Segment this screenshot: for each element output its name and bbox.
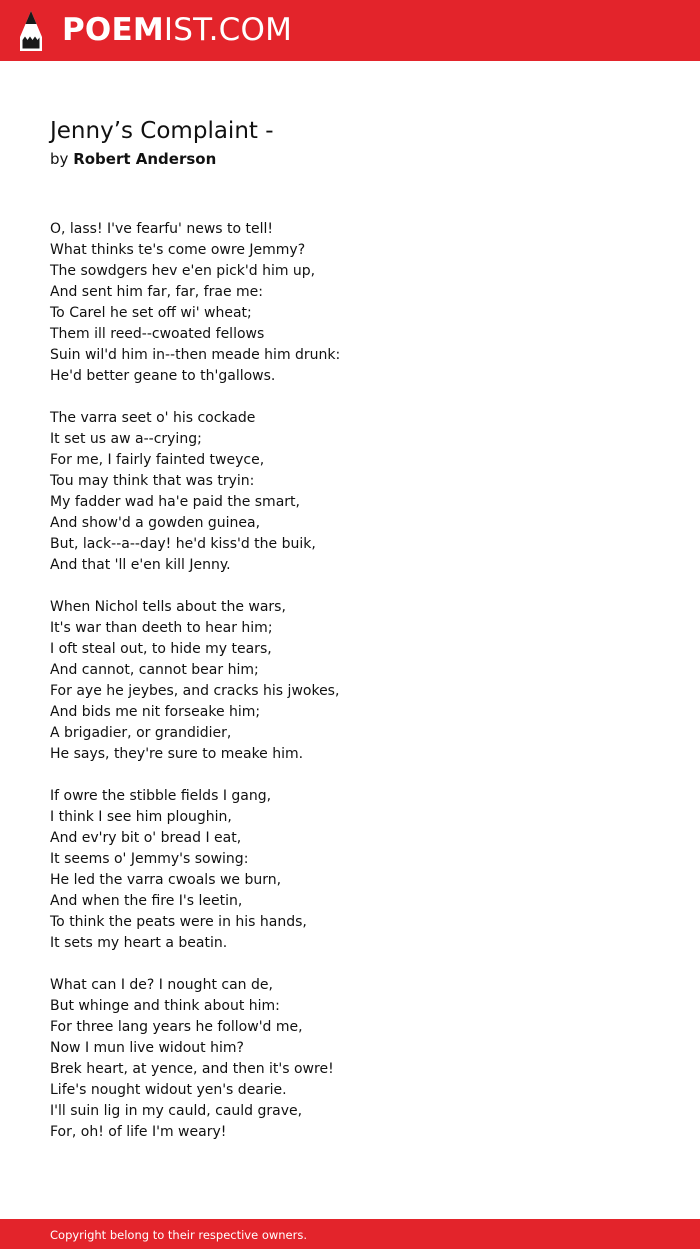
brand-bold-text: POEM [62, 12, 164, 48]
poem-line: What can I de? I nought can de, [50, 977, 273, 993]
byline [50, 148, 216, 170]
poem-line: Brek heart, at yence, and then it's owre! [50, 1061, 334, 1077]
poem-line: He'd better geane to th'gallows. [50, 368, 276, 384]
poem-line: And bids me nit forseake him; [50, 704, 261, 720]
poem-line: And cannot, cannot bear him; [50, 662, 259, 678]
poem-line: He led the varra cwoals we burn, [50, 872, 282, 888]
poem-line: Suin wil'd him in--then meade him drunk: [50, 347, 341, 363]
by-label: by [50, 150, 69, 168]
poem-line: I oft steal out, to hide my tears, [50, 641, 272, 657]
poem-line: It set us aw a--crying; [50, 431, 202, 447]
poem-line: The sowdgers hev e'en pick'd him up, [50, 263, 316, 279]
poem-line: My fadder wad ha'e paid the smart, [50, 494, 300, 510]
poem-line: O, lass! I've fearfu' news to tell! [50, 221, 274, 237]
poem-line: Them ill reed--cwoated fellows [50, 326, 265, 342]
author-name: Robert Anderson [73, 150, 217, 168]
poem-line: Tou may think that was tryin: [50, 473, 255, 489]
poem-line: He says, they're sure to meake him. [50, 746, 304, 762]
poem-line: When Nichol tells about the wars, [50, 599, 286, 615]
poem-line: The varra seet o' his cockade [50, 410, 256, 426]
poem-line: For three lang years he follow'd me, [50, 1019, 303, 1035]
poem-line: I'll suin lig in my cauld, cauld grave, [50, 1103, 303, 1119]
stanza [50, 597, 650, 765]
poem-line: It's war than deeth to hear him; [50, 620, 273, 636]
poem-line: I think I see him ploughin, [50, 809, 232, 825]
poem-line: But whinge and think about him: [50, 998, 280, 1014]
poem-line: For, oh! of life I'm weary! [50, 1124, 227, 1140]
poem-line: For aye he jeybes, and cracks his jwokes, [50, 683, 340, 699]
poem-line: It sets my heart a beatin. [50, 935, 228, 951]
poem-line: If owre the stibble fields I gang, [50, 788, 272, 804]
poem-line: To Carel he set off wi' wheat; [50, 305, 252, 321]
stanza [50, 408, 650, 576]
site-footer [0, 1219, 700, 1249]
poem-body [50, 219, 650, 1164]
copyright-notice: Copyright belong to their respective owners. [50, 1228, 308, 1242]
site-logo-link[interactable] [62, 10, 292, 50]
poem-line: A brigadier, or grandidier, [50, 725, 232, 741]
poem-title: Jenny’s Complaint - [50, 118, 274, 144]
pencil-tip-icon[interactable] [18, 10, 44, 52]
poem-line: To think the peats were in his hands, [50, 914, 307, 930]
poem-line: But, lack--a--day! he'd kiss'd the buik, [50, 536, 316, 552]
poem-line: Life's nought widout yen's dearie. [50, 1082, 287, 1098]
poem-line: And that 'll e'en kill Jenny. [50, 557, 231, 573]
stanza [50, 975, 650, 1143]
stanza [50, 786, 650, 954]
stanza [50, 219, 650, 387]
poem-line: And show'd a gowden guinea, [50, 515, 261, 531]
poem-line: Now I mun live widout him? [50, 1040, 244, 1056]
poem-line: And sent him far, far, frae me: [50, 284, 263, 300]
poem-line: What thinks te's come owre Jemmy? [50, 242, 306, 258]
brand-light-text: IST.COM [163, 12, 293, 48]
poem-line: For me, I fairly fainted tweyce, [50, 452, 265, 468]
poem-line: It seems o' Jemmy's sowing: [50, 851, 249, 867]
site-header [0, 0, 700, 61]
poem-line: And when the fire I's leetin, [50, 893, 243, 909]
poem-line: And ev'ry bit o' bread I eat, [50, 830, 242, 846]
